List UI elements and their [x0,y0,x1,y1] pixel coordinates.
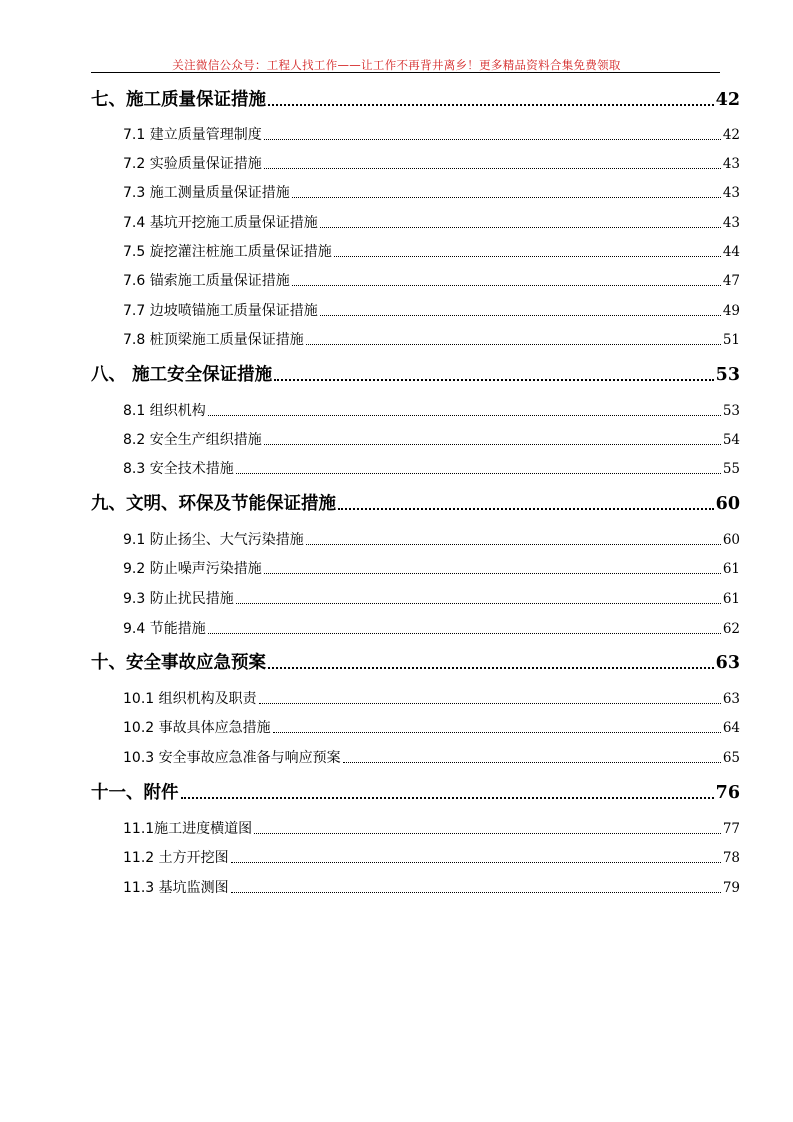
toc-entry-title: 11.1施工进度横道图 [123,821,253,837]
toc-entry-title: 8.3 安全技术措施 [123,461,234,477]
toc-section[interactable] [123,717,740,737]
dot-leader [338,507,714,510]
toc-section[interactable] [123,558,740,578]
dot-leader [264,572,721,574]
toc-page-number: 63 [715,653,740,673]
dot-leader [320,226,721,228]
toc-section[interactable] [123,429,740,449]
toc-section[interactable] [123,153,740,173]
dot-leader [264,443,721,445]
toc-page-number: 78 [722,850,740,866]
toc-page-number: 65 [722,750,740,766]
dot-leader [292,284,721,286]
dot-leader [320,314,721,316]
dot-leader [264,138,721,140]
toc-page-number: 51 [722,332,740,348]
toc-section[interactable] [123,212,740,232]
toc-entry-title: 7.3 施工测量质量保证措施 [123,185,290,201]
toc-entry-title: 七、施工质量保证措施 [91,90,266,110]
toc-page-number: 42 [722,127,740,143]
toc-entry-title: 11.2 土方开挖图 [123,850,229,866]
page-header-notice: 关注微信公众号：工程人找工作——让工作不再背井离乡！更多精品资料合集免费领取 [172,58,621,72]
dot-leader [254,832,721,834]
dot-leader [274,378,714,381]
toc-section[interactable] [123,329,740,349]
toc-section[interactable] [123,300,740,320]
toc-page-number: 63 [722,691,740,707]
toc-entry-title: 十一、附件 [91,783,179,803]
toc-entry-title: 7.6 锚索施工质量保证措施 [123,273,290,289]
toc-page-number: 53 [722,403,740,419]
toc-page-number: 54 [722,432,740,448]
toc-page-number: 43 [722,156,740,172]
dot-leader [236,472,721,474]
toc-entry-title: 7.7 边坡喷锚施工质量保证措施 [123,303,318,319]
dot-leader [231,891,721,893]
toc-page-number: 64 [722,720,740,736]
toc-section[interactable] [123,270,740,290]
toc-page-number: 60 [715,494,740,514]
dot-leader [306,543,721,545]
toc-entry-title: 7.4 基坑开挖施工质量保证措施 [123,215,318,231]
toc-section[interactable] [123,529,740,549]
dot-leader [231,861,721,863]
toc-chapter[interactable] [91,779,740,804]
toc-chapter[interactable] [91,649,740,674]
toc-chapter[interactable] [91,86,740,111]
toc-entry-title: 7.1 建立质量管理制度 [123,127,262,143]
toc-entry-title: 10.2 事故具体应急措施 [123,720,271,736]
toc-section[interactable] [123,400,740,420]
toc-entry-title: 十、安全事故应急预案 [91,653,266,673]
toc-entry-title: 9.4 节能措施 [123,621,206,637]
toc-chapter[interactable] [91,361,740,386]
toc-section[interactable] [123,588,740,608]
toc-section[interactable] [123,124,740,144]
dot-leader [181,796,714,799]
toc-entry-title: 7.5 旋挖灌注桩施工质量保证措施 [123,244,332,260]
toc-section[interactable] [123,458,740,478]
toc-section[interactable] [123,241,740,261]
toc-entry-title: 7.8 桩顶梁施工质量保证措施 [123,332,304,348]
dot-leader [259,702,721,704]
dot-leader [306,343,721,345]
toc-page-number: 49 [722,303,740,319]
dot-leader [343,761,721,763]
toc-entry-title: 9.3 防止扰民措施 [123,591,234,607]
toc-section[interactable] [123,818,740,838]
toc-section[interactable] [123,688,740,708]
toc-section[interactable] [123,747,740,767]
toc-section[interactable] [123,847,740,867]
toc-entry-title: 8.2 安全生产组织措施 [123,432,262,448]
toc-page-number: 76 [715,783,740,803]
dot-leader [208,414,721,416]
toc-page-number: 62 [722,621,740,637]
toc-page-number: 44 [722,244,740,260]
toc-page-number: 79 [722,880,740,896]
dot-leader [334,255,721,257]
toc-page-number: 42 [715,90,740,110]
toc-page-number: 43 [722,185,740,201]
toc-section[interactable] [123,618,740,638]
toc-page-number: 43 [722,215,740,231]
dot-leader [236,602,721,604]
dot-leader [292,196,721,198]
toc-page-number: 53 [715,365,740,385]
toc-entry-title: 8.1 组织机构 [123,403,206,419]
dot-leader [268,103,714,106]
dot-leader [208,632,721,634]
toc-page-number: 61 [722,591,740,607]
toc-section[interactable] [123,182,740,202]
toc-entry-title: 八、 施工安全保证措施 [91,365,273,385]
dot-leader [273,731,721,733]
toc-entry-title: 10.1 组织机构及职责 [123,691,257,707]
toc-entry-title: 9.2 防止噪声污染措施 [123,561,262,577]
toc-chapter[interactable] [91,490,740,515]
dot-leader [264,167,721,169]
toc-entry-title: 九、文明、环保及节能保证措施 [91,494,336,514]
toc-entry-title: 9.1 防止扬尘、大气污染措施 [123,532,304,548]
toc-section[interactable] [123,877,740,897]
dot-leader [268,666,714,669]
toc-entry-title: 11.3 基坑监测图 [123,880,229,896]
toc-page-number: 60 [722,532,740,548]
toc-entry-title: 7.2 实验质量保证措施 [123,156,262,172]
toc-page-number: 55 [722,461,740,477]
toc-page-number: 77 [722,821,740,837]
toc-entry-title: 10.3 安全事故应急准备与响应预案 [123,750,341,766]
toc-page-number: 47 [722,273,740,289]
toc-page-number: 61 [722,561,740,577]
